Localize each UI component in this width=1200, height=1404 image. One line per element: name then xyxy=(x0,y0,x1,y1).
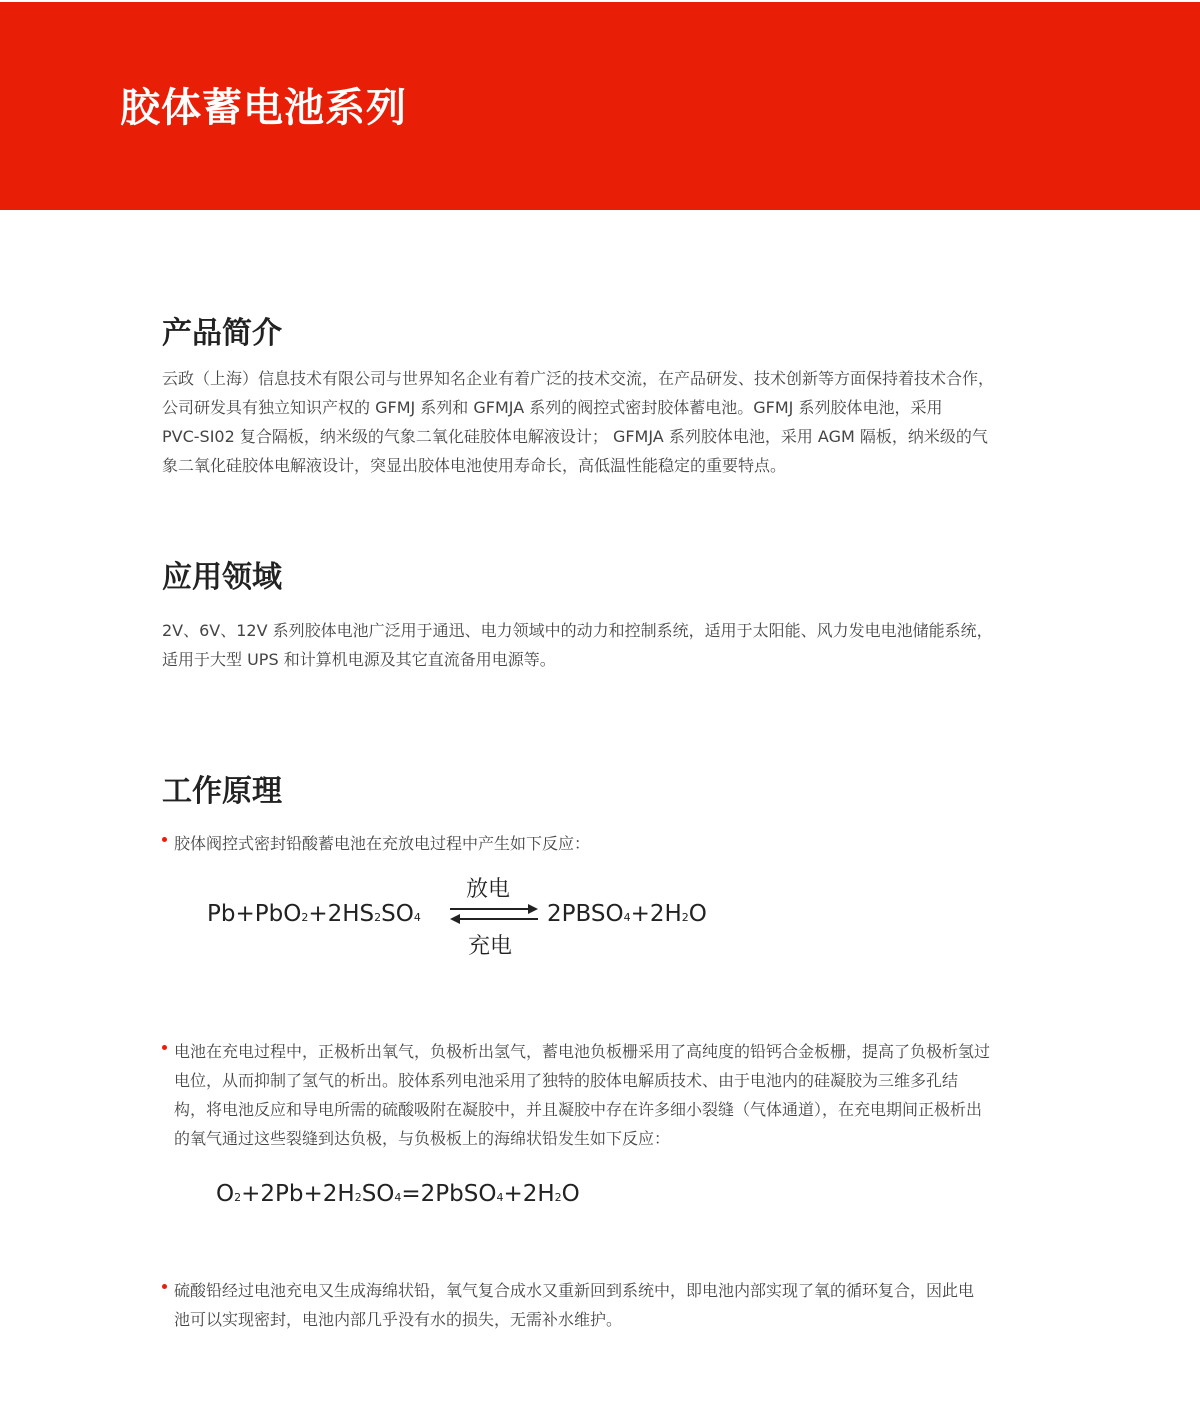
bullet-text-line: 电池在充电过程中，正极析出氧气，负极析出氢气，蓄电池负板栅采用了高纯度的铅钙合金板栅，提高了负极析氢过 xyxy=(174,1042,991,1061)
bullet-dot-icon xyxy=(162,1045,167,1050)
bullet-text-line: 的氧气通过这些裂缝到达负极，与负极板上的海绵状铅发生如下反应： xyxy=(174,1129,671,1148)
bullet-item xyxy=(162,829,1092,858)
discharge-label: 放电 xyxy=(466,877,511,902)
equation-reactants: Pb+PbO2+2HS2SO4 xyxy=(207,901,421,927)
equation-products: 2PBSO4+2H2O xyxy=(547,901,707,927)
bullet-dot-icon xyxy=(162,837,167,842)
intro-line: 云政（上海）信息技术有限公司与世界知名企业有着广泛的技术交流，在产品研发、技术创新等方面保持着技术合作， xyxy=(162,369,995,388)
page-title: 胶体蓄电池系列 xyxy=(120,85,407,131)
equation-oxygen-cycle: O2+2Pb+2H2SO4=2PbSO4+2H2O xyxy=(216,1181,580,1207)
intro-line: PVC-SI02 复合隔板，纳米级的气象二氧化硅胶体电解液设计； GFMJA 系列胶体电池，采用 AGM 隔板，纳米级的气 xyxy=(162,427,988,446)
application-line: 适用于大型 UPS 和计算机电源及其它直流备用电源等。 xyxy=(162,650,556,669)
bullet-text: 胶体阀控式密封铅酸蓄电池在充放电过程中产生如下反应： xyxy=(174,834,591,853)
bullet-text-line: 硫酸铅经过电池充电又生成海绵状铅，氧气复合成水又重新回到系统中，即电池内部实现了氧的循环复合，因此电 xyxy=(174,1281,975,1300)
reversible-arrow-icon xyxy=(448,903,540,925)
intro-line: 公司研发具有独立知识产权的 GFMJ 系列和 GFMJA 系列的阀控式密封胶体蓄电池。GFMJ 系列胶体电池，采用 xyxy=(162,398,943,417)
bullet-dot-icon xyxy=(162,1284,167,1289)
section-heading-intro: 产品简介 xyxy=(162,316,282,351)
section-heading-application: 应用领域 xyxy=(162,560,282,595)
bullet-text-line: 池可以实现密封，电池内部几乎没有水的损失，无需补水维护。 xyxy=(174,1310,623,1329)
header-banner xyxy=(0,0,1200,210)
bullet-item xyxy=(162,1276,1092,1334)
application-line: 2V、6V、12V 系列胶体电池广泛用于通迅、电力领域中的动力和控制系统，适用于太阳能、风力发电电池储能系统， xyxy=(162,621,993,640)
section-heading-principle: 工作原理 xyxy=(162,774,282,809)
bullet-item xyxy=(162,1037,1092,1153)
intro-line: 象二氧化硅胶体电解液设计，突显出胶体电池使用寿命长，高低温性能稳定的重要特点。 xyxy=(162,456,787,475)
charge-label: 充电 xyxy=(468,934,513,959)
intro-paragraph xyxy=(162,364,1092,480)
application-paragraph xyxy=(162,616,1092,674)
bullet-text-line: 构，将电池反应和导电所需的硫酸吸附在凝胶中，并且凝胶中存在许多细小裂缝（气体通道），在充电期间正极析出 xyxy=(174,1100,983,1119)
bullet-text-line: 电位，从而抑制了氢气的析出。胶体系列电池采用了独特的胶体电解质技术、由于电池内的硅凝胶为三维多孔结 xyxy=(174,1071,959,1090)
